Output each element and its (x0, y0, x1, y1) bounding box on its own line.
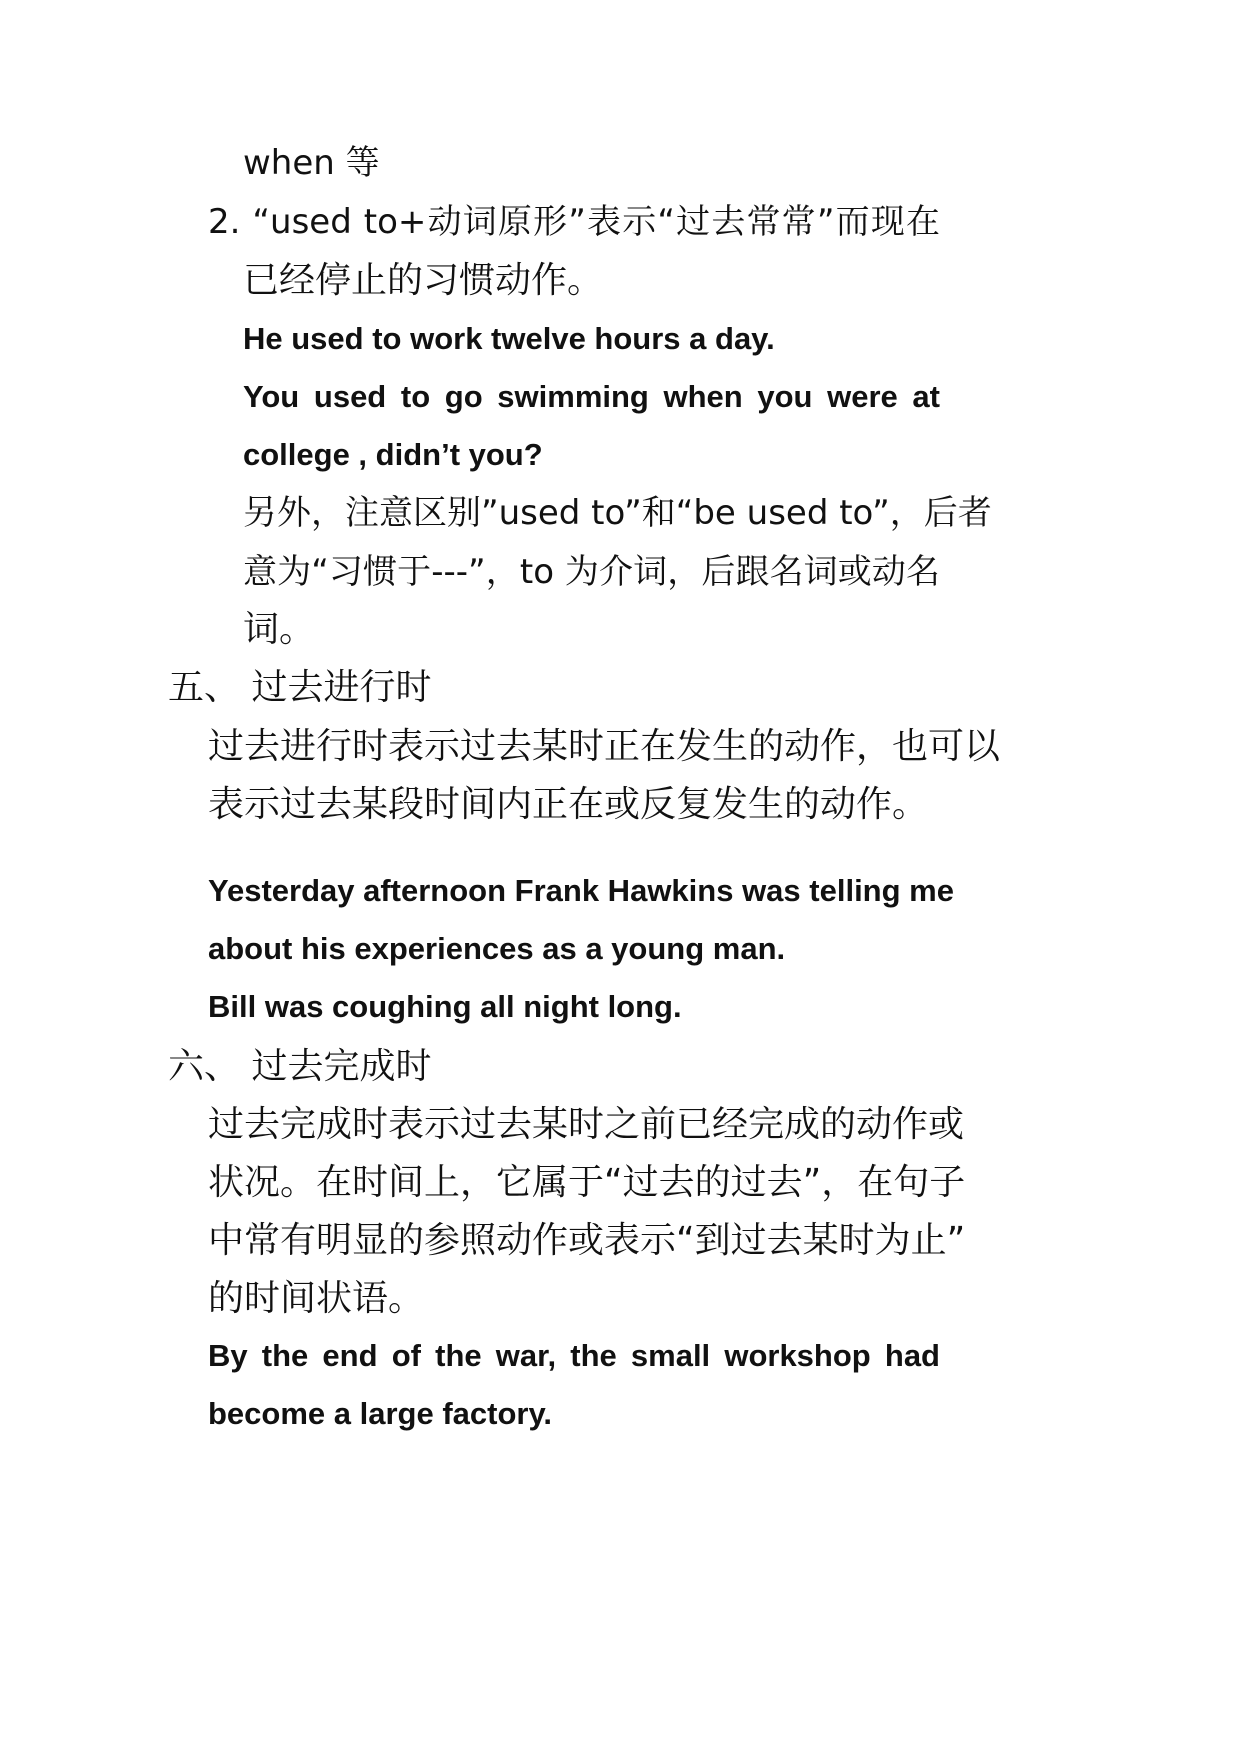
section-5-title: 五、 过去进行时 (168, 667, 432, 708)
example-past-continuous-1a: Yesterday afternoon Frank Hawkins was telling me (208, 873, 954, 908)
section-6-desc-4: 的时间状语。 (208, 1278, 425, 1319)
example-used-to-2b: college , didn’t you? (243, 437, 543, 472)
example-past-perfect-1a: By the end of the war, the small workshop had (208, 1338, 940, 1373)
note-used-to-3: 词。 (243, 609, 316, 650)
note-used-to-1: 另外，注意区别”used to”和“be used to”，后者 (243, 493, 992, 533)
text-line-when: when 等 (243, 143, 380, 183)
section-5-desc-1: 过去进行时表示过去某时正在发生的动作，也可以 (208, 726, 1001, 767)
section-6-title: 六、 过去完成时 (168, 1046, 432, 1087)
section-6-desc-2: 状况。在时间上，它属于“过去的过去”，在句子 (208, 1162, 966, 1203)
item-2-used-to-heading: 2. “used to+动词原形”表示“过去常常”而现在 (208, 202, 940, 242)
section-5-desc-2: 表示过去某段时间内正在或反复发生的动作。 (208, 784, 929, 825)
example-used-to-2a: You used to go swimming when you were at (243, 379, 940, 414)
section-6-desc-1: 过去完成时表示过去某时之前已经完成的动作或 (208, 1104, 965, 1145)
item-2-used-to-desc: 已经停止的习惯动作。 (243, 260, 604, 301)
example-past-continuous-1b: about his experiences as a young man. (208, 931, 786, 966)
example-past-perfect-1b: become a large factory. (208, 1396, 553, 1431)
example-past-continuous-2: Bill was coughing all night long. (208, 989, 682, 1024)
section-6-desc-3: 中常有明显的参照动作或表示“到过去某时为止” (208, 1220, 966, 1261)
note-used-to-2: 意为“习惯于---”，to 为介词，后跟名词或动名 (243, 552, 940, 592)
example-used-to-1: He used to work twelve hours a day. (243, 321, 775, 356)
